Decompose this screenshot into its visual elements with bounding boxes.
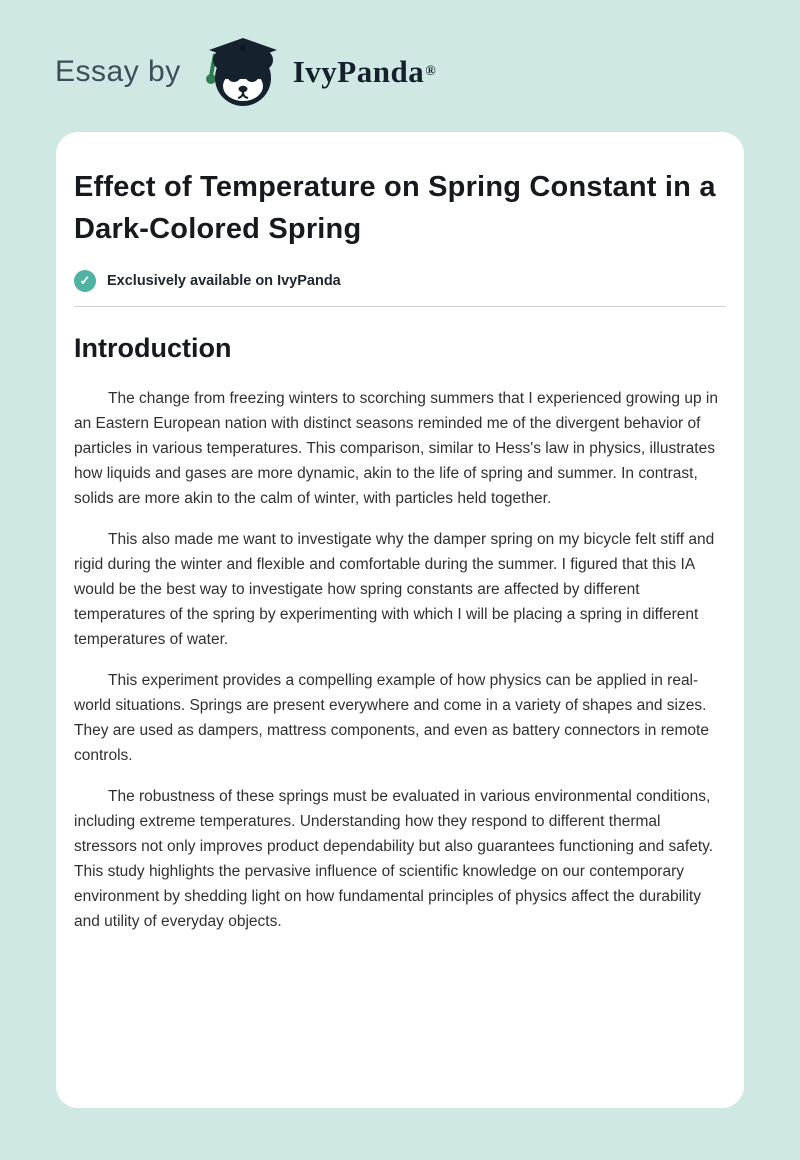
paragraph: This also made me want to investigate why the damper spring on my bicycle felt stiff and rigid during the winter and flexible and comfortable during the summer. I figured that this IA would be the best way to investigate how spring constants are affected by different temperatures of the spring by experimenting with which I will be placing a spring in different temperatures of water. [74,531,715,648]
paragraph: The change from freezing winters to scorching summers that I experienced growing up in an Eastern European nation with distinct seasons reminded me of the divergent behavior of particles in various temperatures. This comparison, similar to Hess's law in physics, illustrates how liquids and gases are more dynamic, akin to the life of spring and summer. In contrast, solids are more akin to the calm of winter, with particles held together. [74,390,718,507]
check-icon: ✓ [74,270,96,292]
paragraph: The robustness of these springs must be evaluated in various environmental conditions, including extreme temperatures. Understanding how they respond to different thermal stressors not only improves product dependability but also guarantees functioning and safety. This study highlights the pervasive influence of scientific knowledge on our contemporary environment by shedding light on how fundamental principles of physics affect the durability and utility of everyday objects. [74,788,714,930]
paragraph: This experiment provides a compelling example of how physics can be applied in real-world situations. Springs are present everywhere and come in a variety of shapes and sizes. They are used as dampers, mattress components, and even as battery connectors in remote controls. [74,672,709,764]
registered-mark: ® [425,64,436,79]
page-title: Effect of Temperature on Spring Constant in a Dark-Colored Spring [74,171,716,245]
availability-badge [74,270,726,292]
section-heading-introduction: Introduction [74,333,232,363]
panda-graduate-icon [197,32,285,112]
essay-card [56,132,744,1108]
availability-badge-text: Exclusively available on IvyPanda [107,273,341,289]
site-header [0,0,800,110]
essay-by-label: Essay by [55,55,181,88]
divider [74,306,726,307]
brand-text: IvyPanda [292,54,425,89]
ivypanda-logo-link[interactable] [197,32,436,112]
